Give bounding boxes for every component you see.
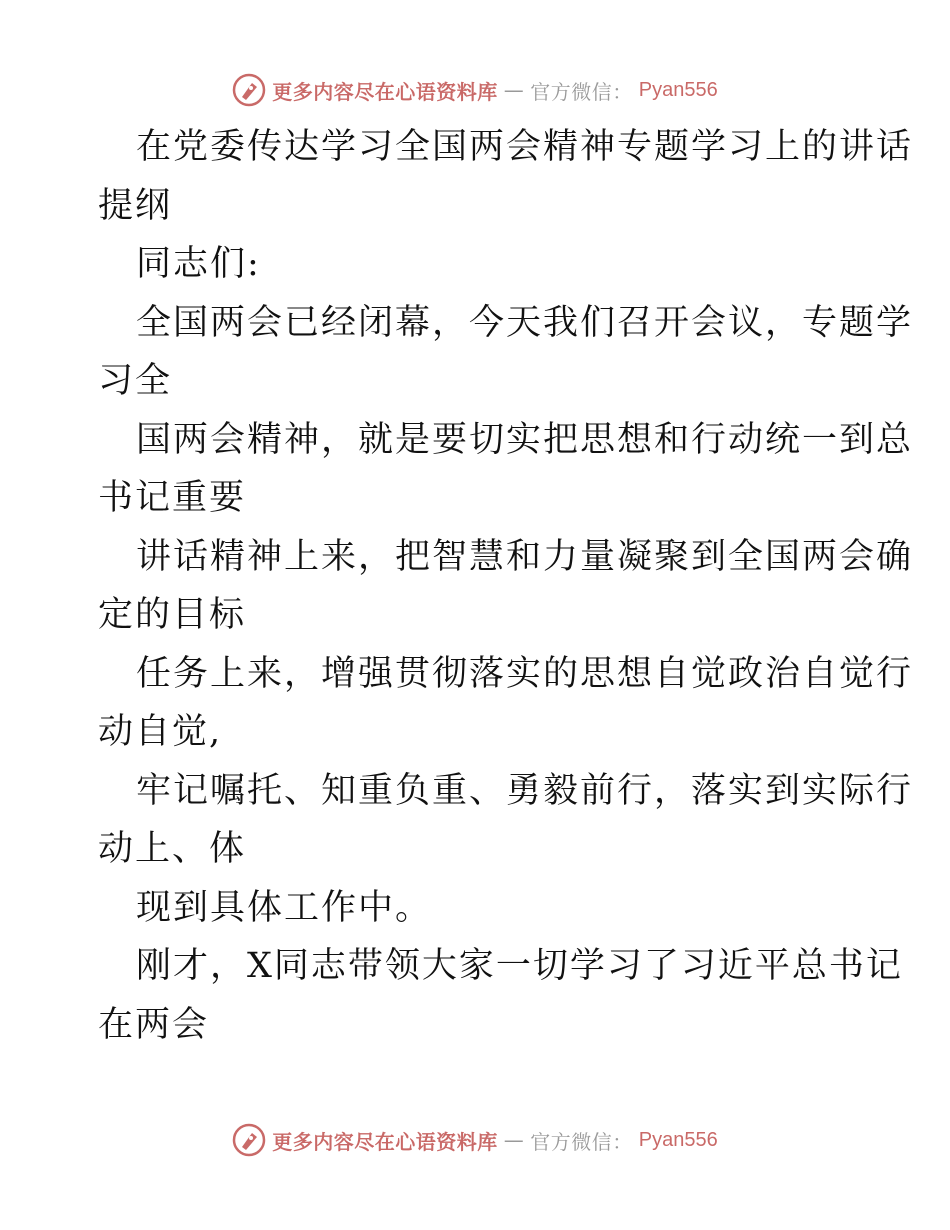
paragraph-line: 牢记嘱托、知重负重、勇毅前行，落实到实际行 [136,770,914,811]
paragraph-line: 习全 [98,361,173,401]
paragraph-line: 全国两会已经闭幕，今天我们召开会议，专题学 [136,302,914,343]
document-body [98,118,914,1054]
paragraph-line: 书记重要 [98,478,247,518]
watermark-brand: 更多内容尽在心语资料库 [272,1129,498,1154]
paragraph-line: 任务上来，增强贯彻落实的思想自觉政治自觉行 [136,653,914,694]
paragraph-line: 刚才，X同志带领大家一切学习了习近平总书记 [136,946,903,986]
title-line: 在党委传达学习全国两会精神专题学习上的讲话 [136,127,914,167]
paragraph-line: 现到具体工作中。 [136,887,433,928]
watermark-wechat-label: 官方微信： [530,79,633,104]
paragraph-line: 动上、体 [98,829,247,869]
watermark-brand: 更多内容尽在心语资料库 [272,79,498,104]
paragraph-line: 定的目标 [98,595,247,635]
paragraph-line: 国两会精神，就是要切实把思想和行动统一到总 [136,419,914,460]
footer-watermark [0,1120,950,1160]
paragraph-line: 动自觉, [98,712,223,752]
paragraph-line: 讲话精神上来，把智慧和力量凝聚到全国两会确 [136,536,914,577]
watermark-separator: — [503,1128,525,1152]
watermark-wechat-id: Pyan556 [638,1128,718,1151]
pen-nib-logo-icon [232,1123,266,1157]
salutation: 同志们: [136,244,261,284]
pen-nib-logo-icon [232,73,266,107]
header-watermark [0,70,950,110]
watermark-separator: — [503,78,525,102]
title-line-continued: 提纲 [98,185,173,226]
paragraph-line: 在两会 [98,1004,210,1045]
watermark-wechat-label: 官方微信： [530,1129,633,1154]
watermark-wechat-id: Pyan556 [638,78,718,101]
